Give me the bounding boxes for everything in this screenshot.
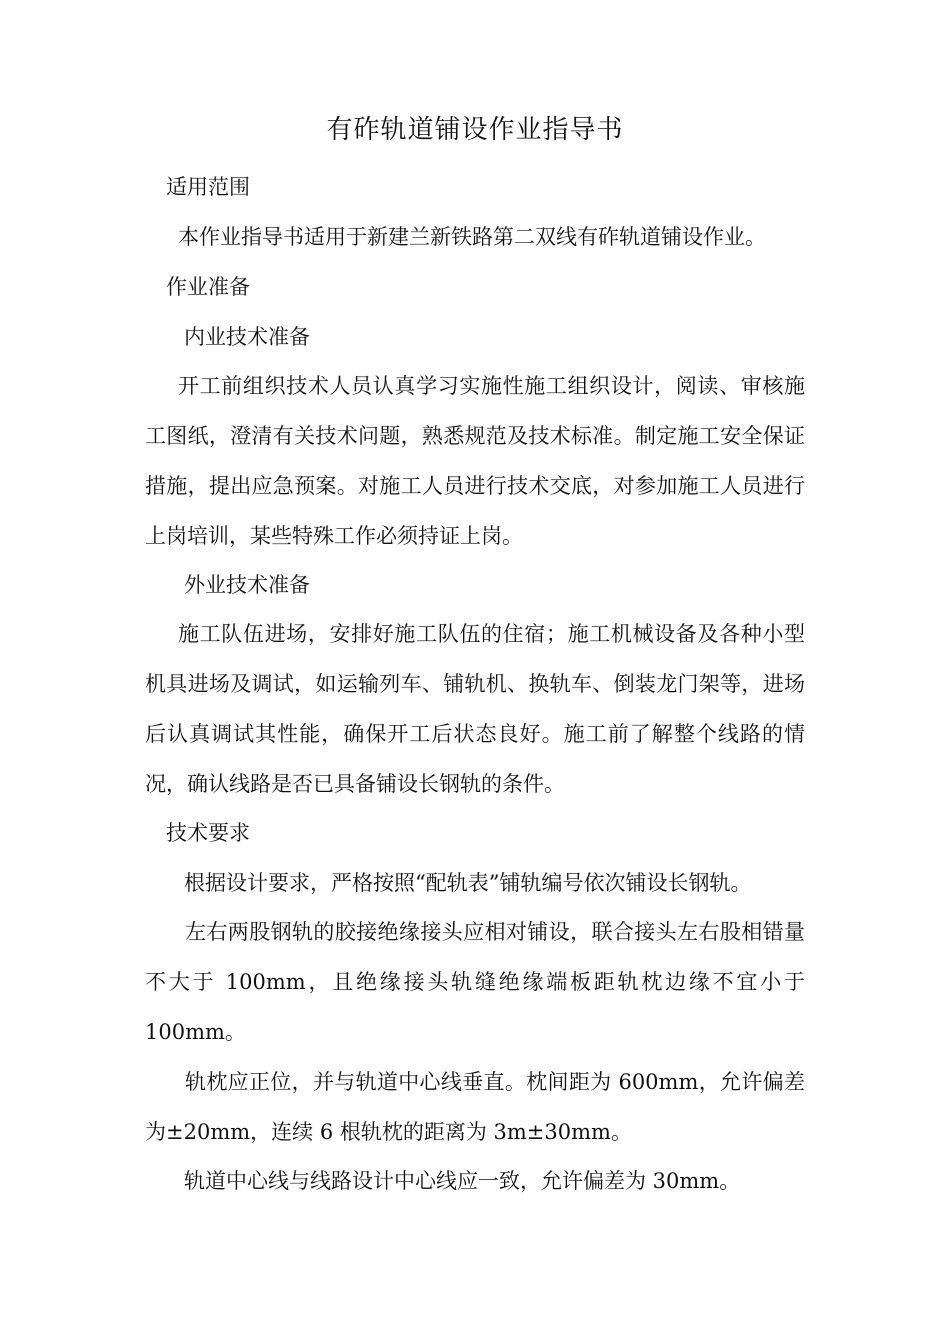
- technical-paragraph-2: 左右两股钢轨的胶接绝缘接头应相对铺设，联合接头左右股相错量不大于 100mm，且绝缘接头轨缝绝缘端板距轨枕边缘不宜小于100mm。: [145, 920, 805, 1044]
- document-title: 有砟轨道铺设作业指导书: [326, 115, 624, 145]
- subsection-heading-external: 外业技术准备: [184, 573, 310, 597]
- subsection-heading-internal: 内业技术准备: [184, 325, 310, 349]
- external-prep-paragraph: 施工队伍进场，安排好施工队伍的住宿；施工机械设备及各种小型机具进场及调试，如运输列车、铺轨机、换轨车、倒装龙门架等，进场后认真调试其性能，确保开工后状态良好。施工前了解整个线路的情况，确认线路是否已具备铺设长钢轨的条件。: [145, 622, 805, 796]
- technical-paragraph-1: 根据设计要求，严格按照“配轨表”铺轨编号依次铺设长钢轨。: [184, 871, 752, 895]
- scope-paragraph: 本作业指导书适用于新建兰新铁路第二双线有砟轨道铺设作业。: [178, 225, 766, 249]
- internal-prep-paragraph: 开工前组织技术人员认真学习实施性施工组织设计，阅读、审核施工图纸，澄清有关技术问题，熟悉规范及技术标准。制定施工安全保证措施，提出应急预案。对施工人员进行技术交底，对参加施工人员进行上岗培训，某些特殊工作必须持证上岗。: [145, 374, 805, 548]
- section-heading-preparation: 作业准备: [166, 275, 250, 299]
- technical-paragraph-4: 轨道中心线与线路设计中心线应一致，允许偏差为 30mm。: [184, 1169, 741, 1193]
- section-heading-technical: 技术要求: [166, 821, 250, 845]
- section-heading-scope: 适用范围: [166, 175, 250, 199]
- technical-paragraph-3: 轨枕应正位，并与轨道中心线垂直。枕间距为 600mm，允许偏差为±20mm，连续 6 根轨枕的距离为 3m±30mm。: [145, 1070, 805, 1144]
